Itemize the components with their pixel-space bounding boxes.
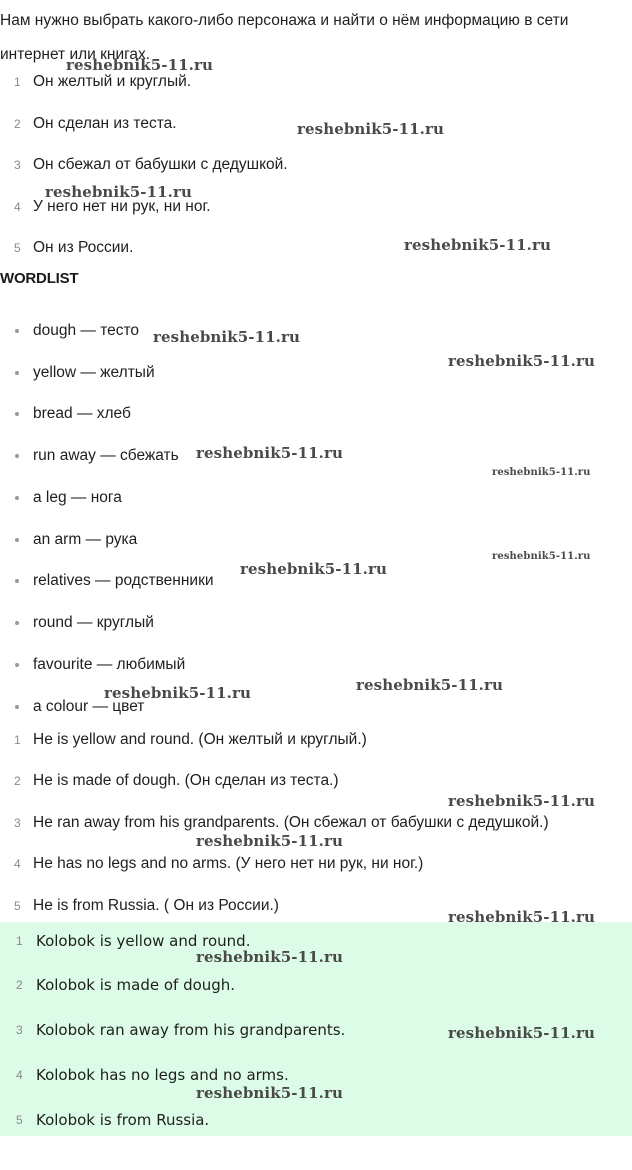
bullet-icon [15, 663, 19, 667]
watermark: reshebnik5-11.ru [66, 56, 213, 74]
intro-text: Нам нужно выбрать какого-либо персонажа и найти о нём информацию в сети интернет или книгах. [0, 12, 569, 63]
bullet-icon [15, 454, 19, 458]
item-text: round — круглый [33, 614, 154, 631]
item-text: Kolobok is made of dough. [36, 976, 236, 994]
item-text: Он из России. [33, 239, 134, 256]
item-text: Он сбежал от бабушки с дедушкой. [33, 156, 288, 173]
item-number: 1 [14, 75, 21, 89]
item-text: dough — тесто [33, 322, 140, 339]
item-text: У него нет ни рук, ни ног. [33, 198, 211, 215]
watermark: reshebnik5-11.ru [492, 467, 591, 478]
watermark: reshebnik5-11.ru [448, 1024, 595, 1042]
watermark: reshebnik5-11.ru [404, 236, 551, 254]
bullet-icon [15, 329, 19, 333]
item-number: 1 [16, 934, 23, 948]
item-number: 1 [14, 733, 21, 747]
item-number: 2 [14, 117, 21, 131]
bullet-icon [15, 579, 19, 583]
watermark: reshebnik5-11.ru [297, 120, 444, 138]
item-text: run away — сбежать [33, 447, 179, 464]
watermark: reshebnik5-11.ru [196, 1084, 343, 1102]
item-number: 4 [14, 857, 21, 871]
watermark: reshebnik5-11.ru [196, 832, 343, 850]
bullet-icon [15, 621, 19, 625]
item-number: 2 [14, 774, 21, 788]
item-text: He ran away from his grandparents. (Он сбежал от бабушки с дедушкой.) [33, 814, 549, 831]
watermark: reshebnik5-11.ru [492, 551, 591, 562]
watermark: reshebnik5-11.ru [196, 948, 343, 966]
watermark: reshebnik5-11.ru [448, 792, 595, 810]
watermark: reshebnik5-11.ru [45, 183, 192, 201]
item-number: 4 [14, 200, 21, 214]
bullet-icon [15, 705, 19, 709]
item-text: a colour — цвет [33, 698, 145, 715]
item-text: Kolobok has no legs and no arms. [36, 1066, 289, 1084]
item-text: bread — хлеб [33, 405, 131, 422]
item-text: favourite — любимый [33, 656, 186, 673]
item-text: Kolobok is yellow and round. [36, 932, 251, 950]
bullet-icon [15, 538, 19, 542]
item-text: an arm — рука [33, 531, 138, 548]
item-text: He is yellow and round. (Он желтый и круглый.) [33, 731, 367, 748]
wordlist-heading: WORDLIST [0, 270, 79, 287]
watermark: reshebnik5-11.ru [196, 444, 343, 462]
item-text: relatives — родственники [33, 572, 214, 589]
item-text: He has no legs and no arms. (У него нет ни рук, ни ног.) [33, 855, 424, 872]
item-text: Он желтый и круглый. [33, 73, 192, 90]
item-number: 3 [16, 1023, 23, 1037]
bullet-icon [15, 371, 19, 375]
item-text: a leg — нога [33, 489, 122, 506]
watermark: reshebnik5-11.ru [104, 684, 251, 702]
item-number: 2 [16, 978, 23, 992]
watermark: reshebnik5-11.ru [448, 352, 595, 370]
item-text: He is from Russia. ( Он из России.) [33, 897, 279, 914]
watermark: reshebnik5-11.ru [153, 328, 300, 346]
watermark: reshebnik5-11.ru [240, 560, 387, 578]
bullet-icon [15, 496, 19, 500]
item-text: yellow — желтый [33, 364, 155, 381]
item-number: 5 [14, 241, 21, 255]
item-text: Kolobok ran away from his grandparents. [36, 1021, 346, 1039]
item-number: 5 [14, 899, 21, 913]
item-number: 3 [14, 816, 21, 830]
watermark: reshebnik5-11.ru [356, 676, 503, 694]
item-number: 5 [16, 1113, 23, 1127]
item-text: Kolobok is from Russia. [36, 1111, 210, 1129]
item-number: 4 [16, 1068, 23, 1082]
item-text: He is made of dough. (Он сделан из теста.) [33, 772, 339, 789]
item-text: Он сделан из теста. [33, 115, 177, 132]
watermark: reshebnik5-11.ru [448, 908, 595, 926]
item-number: 3 [14, 158, 21, 172]
bullet-icon [15, 412, 19, 416]
